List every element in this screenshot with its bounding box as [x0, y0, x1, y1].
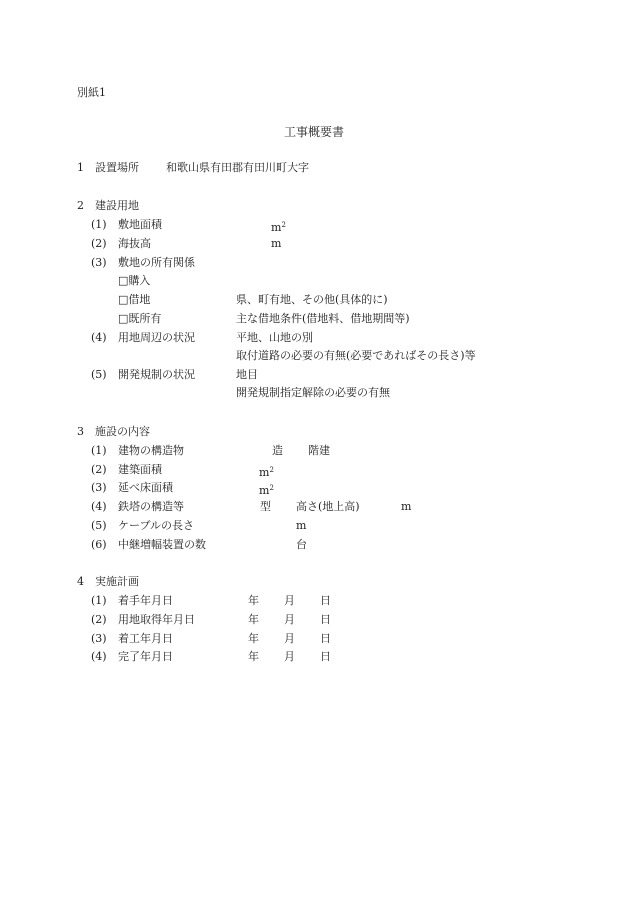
item-number: (1)	[91, 218, 107, 231]
item-label: 着工年月日	[118, 632, 173, 645]
section-number: 2	[77, 199, 84, 212]
item-label: 着手年月日	[118, 594, 173, 607]
day-label: 日	[320, 613, 331, 626]
item-note: 取付道路の必要の有無(必要であればその長さ)等	[236, 349, 476, 362]
section-heading: 建設用地	[95, 199, 139, 212]
item-number: (2)	[91, 613, 107, 626]
unit-label: $m^2$	[259, 466, 274, 479]
unit-label: 台	[296, 538, 307, 551]
item-label: 敷地の所有関係	[118, 256, 195, 269]
item-number: (4)	[91, 650, 107, 663]
item-note: 開発規制指定解除の必要の有無	[236, 386, 390, 399]
section-number: 4	[77, 575, 84, 588]
item-number: (5)	[91, 368, 107, 381]
item-label: 中継増幅装置の数	[118, 538, 206, 551]
year-label: 年	[248, 613, 259, 626]
page-title: 工事概要書	[284, 125, 345, 139]
item-number: (3)	[91, 632, 107, 645]
unit-label: m	[296, 519, 307, 532]
item-number: (2)	[91, 463, 107, 476]
item-label: 完了年月日	[118, 650, 173, 663]
item-label: 用地周辺の状況	[118, 331, 195, 344]
item-number: (4)	[91, 500, 107, 513]
section-heading: 施設の内容	[95, 425, 150, 438]
item-number: (6)	[91, 538, 107, 551]
item-label: 用地取得年月日	[118, 613, 195, 626]
attachment-label: 別紙1	[77, 86, 106, 99]
item-label: 建築面積	[118, 463, 162, 476]
item-label: 延べ床面積	[118, 481, 173, 494]
day-label: 日	[320, 632, 331, 645]
location-value: 和歌山県有田郡有田川町大字	[166, 161, 309, 174]
month-label: 月	[284, 594, 295, 607]
ownership-option: □既所有	[118, 312, 162, 325]
unit-label: $m^2$	[271, 221, 286, 234]
item-note: 地目	[236, 368, 258, 381]
item-number: (2)	[91, 237, 107, 250]
unit-label: 造	[272, 444, 283, 457]
ownership-option: □購入	[118, 274, 151, 287]
item-number: (5)	[91, 519, 107, 532]
ownership-option: □借地	[118, 293, 151, 306]
section-number: 1	[77, 161, 84, 174]
year-label: 年	[248, 594, 259, 607]
day-label: 日	[320, 594, 331, 607]
unit-label: $m^2$	[259, 484, 274, 497]
unit-label: 型	[260, 500, 271, 513]
unit-label: 高さ(地上高)	[296, 500, 360, 513]
month-label: 月	[284, 613, 295, 626]
section-number: 3	[77, 425, 84, 438]
item-number: (1)	[91, 594, 107, 607]
month-label: 月	[284, 632, 295, 645]
item-label: 建物の構造物	[118, 444, 184, 457]
day-label: 日	[320, 650, 331, 663]
item-number: (3)	[91, 256, 107, 269]
section-heading: 実施計画	[95, 575, 139, 588]
unit-label: 階建	[308, 444, 330, 457]
item-number: (1)	[91, 444, 107, 457]
year-label: 年	[248, 650, 259, 663]
item-label: ケーブルの長さ	[118, 519, 195, 532]
unit-label: m	[401, 500, 412, 513]
year-label: 年	[248, 632, 259, 645]
item-number: (3)	[91, 481, 107, 494]
section-heading: 設置場所	[95, 161, 139, 174]
option-note: 県、町有地、その他(具体的に)	[236, 293, 388, 306]
item-label: 敷地面積	[118, 218, 162, 231]
item-note: 平地、山地の別	[236, 331, 313, 344]
item-label: 海抜高	[118, 237, 151, 250]
item-label: 開発規制の状況	[118, 368, 195, 381]
item-number: (4)	[91, 331, 107, 344]
month-label: 月	[284, 650, 295, 663]
unit-label: m	[271, 237, 282, 250]
item-label: 鉄塔の構造等	[118, 500, 184, 513]
option-note: 主な借地条件(借地料、借地期間等)	[236, 312, 410, 325]
